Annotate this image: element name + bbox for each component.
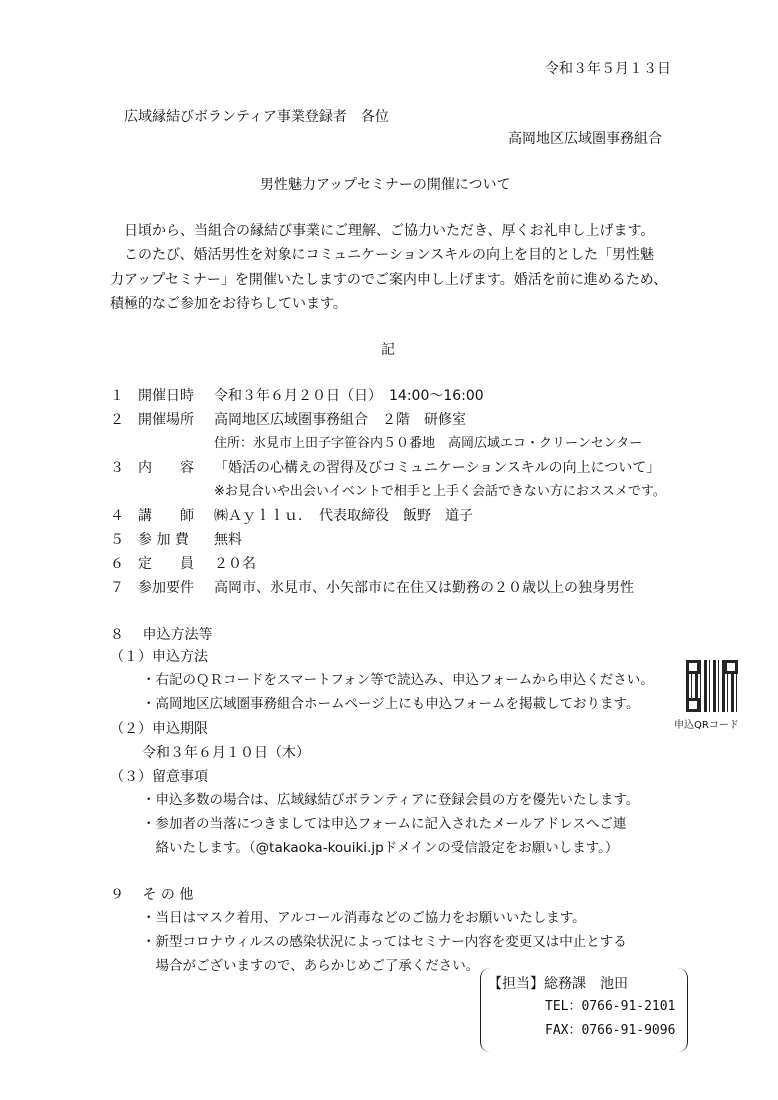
item-label: 講 師 <box>138 508 194 524</box>
document-title: 男性魅力アップセミナーの開催について <box>260 177 511 193</box>
deadline-heading: （２）申込期限 <box>110 721 208 737</box>
other-line: ・新型コロナウィルスの感染状況によってはセミナー内容を変更又は中止とする <box>142 934 627 950</box>
item-number: ６ <box>110 556 124 572</box>
application-method-line: ・右記のＱＲコードをスマートフォン等で読込み、申込フォームから申込ください。 <box>142 672 654 688</box>
item-label: 内 容 <box>138 460 194 476</box>
item-row <box>110 461 660 475</box>
note-line: ・参加者の当落につきましては申込フォームに記入されたメールアドレスへご連 <box>142 816 627 832</box>
item-row <box>110 557 256 571</box>
intro-line-2: このたび、婚活男性を対象にコミュニケーションスキルの向上を目的とした「男性魅 <box>124 247 655 263</box>
item-number: ２ <box>110 412 124 428</box>
item-number: ５ <box>110 532 124 548</box>
intro-line-1: 日頃から、当組合の縁結び事業にご理解、ご協力いただき、厚くお礼申し上げます。 <box>124 223 655 239</box>
item-row <box>110 389 484 403</box>
other-line: 場合がございますので、あらかじめご了承ください。 <box>142 958 480 974</box>
ki-heading: 記 <box>381 342 395 358</box>
item-row <box>110 509 473 523</box>
venue-address: 住所：氷見市上田子字笹谷内５０番地 高岡広域エコ・クリーンセンター <box>214 436 643 451</box>
item-number: ３ <box>110 460 124 476</box>
contact-person: 【担当】総務課 池田 <box>488 976 628 992</box>
item-value: 「婚活の心構えの習得及びコミュニケーションスキルの向上について」 <box>214 460 661 476</box>
addressee: 広域縁結びボランティア事業登録者 各位 <box>124 109 389 125</box>
note-line: 絡いたします。（@takaoka-kouiki.jpドメインの受信設定をお願いします。） <box>142 840 619 856</box>
intro-line-3: 力アップセミナー」を開催いたしますのでご案内申し上げます。婚活を前に進めるため、 <box>110 272 668 288</box>
item-label: 開催日時 <box>138 388 194 404</box>
contact-tel: TEL：0766-91-2101 <box>545 999 676 1014</box>
item-value: ㈱Ａｙｌｌｕ． 代表取締役 飯野 道子 <box>214 508 473 524</box>
item-value: 令和３年６月２０日（日） 14:00～16:00 <box>214 388 484 404</box>
item-label: 参 加 費 <box>138 532 189 548</box>
item-value: 高岡市、氷見市、小矢部市に在住又は勤務の２０歳以上の独身男性 <box>214 580 634 596</box>
notes-heading: （３）留意事項 <box>110 769 208 785</box>
section-8-heading: ８ 申込方法等 <box>110 627 213 643</box>
item-label: 定 員 <box>138 556 194 572</box>
deadline-date: 令和３年６月１０日（木） <box>142 745 310 761</box>
application-method-line: ・高岡地区広域圏事務組合ホームページ上にも申込フォームを掲載しております。 <box>142 696 640 712</box>
item-row <box>110 533 242 547</box>
item-number: １ <box>110 388 124 404</box>
item-row <box>110 413 466 427</box>
section-9-heading: ９ そ の 他 <box>110 887 194 903</box>
item-value: 無料 <box>214 532 242 548</box>
item-value: ２０名 <box>214 556 256 572</box>
contact-fax: FAX：0766-91-9096 <box>545 1023 676 1038</box>
item-value: 高岡地区広域圏事務組合 ２階 研修室 <box>214 412 466 428</box>
item-number: ７ <box>110 580 124 596</box>
intro-line-4: 積極的なご参加をお待ちしています。 <box>110 296 347 312</box>
item-label: 参加要件 <box>138 580 194 596</box>
note-line: ・申込多数の場合は、広域縁結びボランティアに登録会員の方を優先いたします。 <box>142 792 640 808</box>
qr-code-icon[interactable] <box>686 660 738 712</box>
application-method-heading: （１）申込方法 <box>110 649 208 665</box>
sender: 高岡地区広域圏事務組合 <box>508 131 662 147</box>
qr-label: 申込QRコード <box>674 720 739 731</box>
other-line: ・当日はマスク着用、アルコール消毒などのご協力をお願いいたします。 <box>142 910 586 926</box>
item-number: ４ <box>110 508 124 524</box>
item-row <box>110 581 634 595</box>
document-date: 令和３年５月１３日 <box>545 61 671 77</box>
content-note: ※お見合いや出会いイベントで相手と上手く会話できない方におススメです。 <box>214 484 666 499</box>
item-label: 開催場所 <box>138 412 194 428</box>
